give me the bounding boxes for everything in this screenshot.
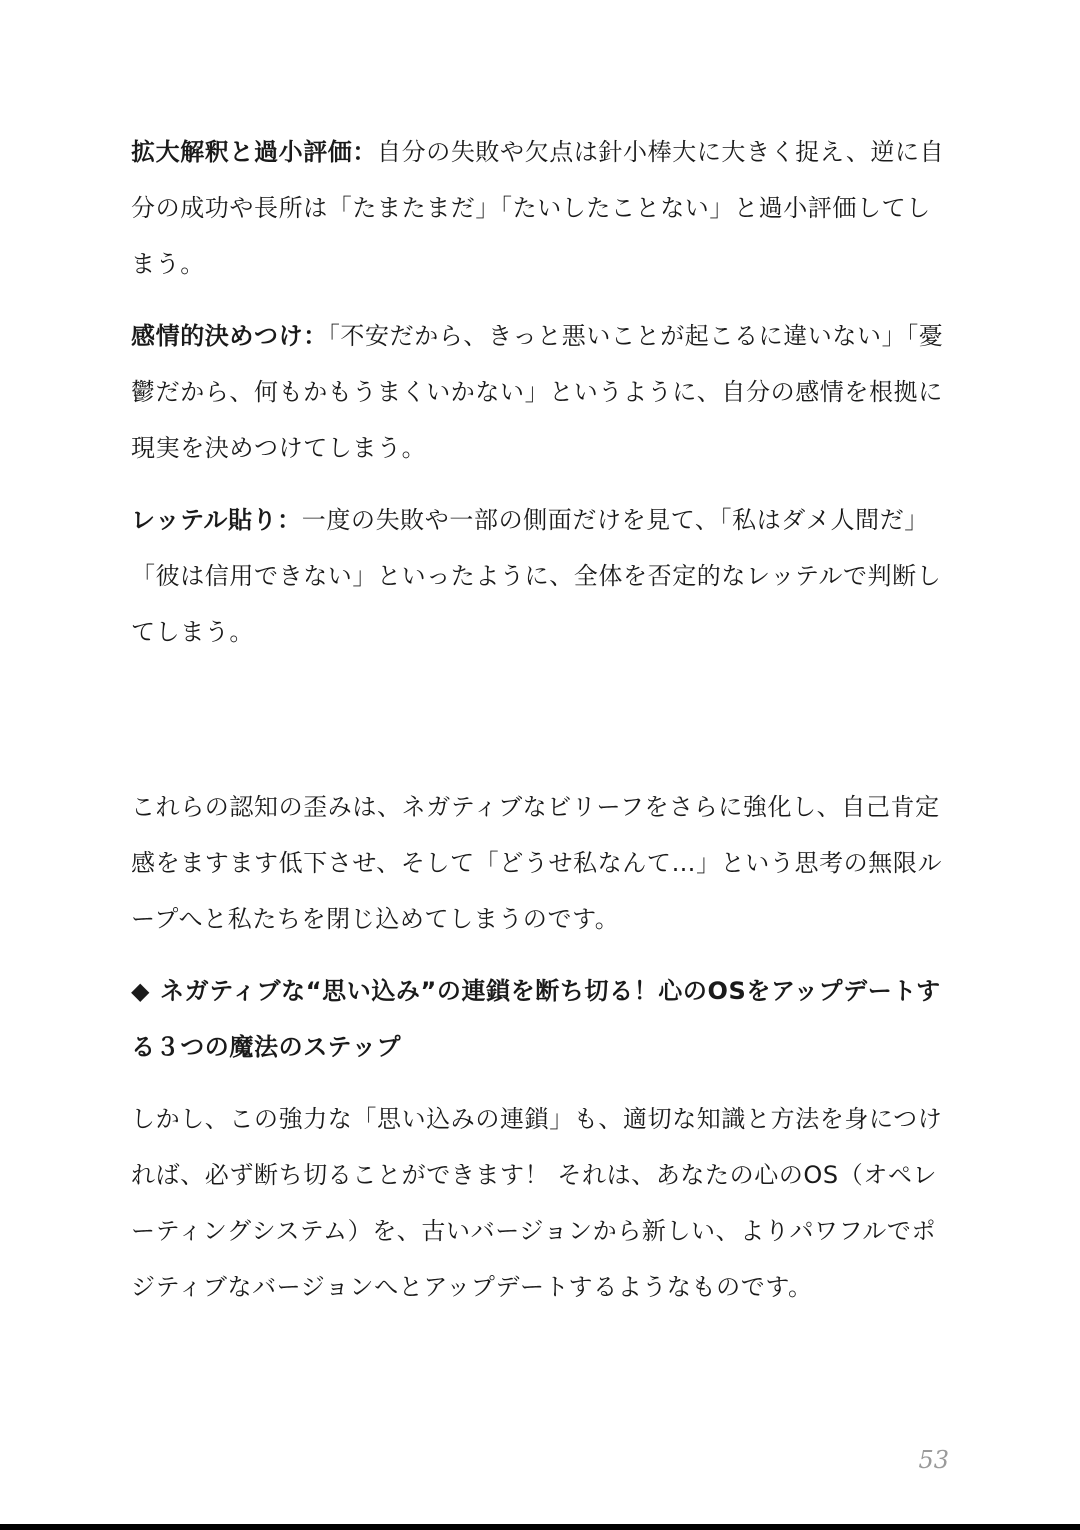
page-number: 53 [918,1446,949,1474]
term-separator: ： [303,322,328,350]
bottom-border [0,1524,1080,1530]
summary-paragraph: これらの認知の歪みは、ネガティブなビリーフをさらに強化し、自己肯定感をますます低下させ、そして「どうせ私なんて…」という思考の無限ループへと私たちを閉じ込めてしまうのです。 [131,793,943,933]
section-heading [131,963,946,1075]
term-separator: ： [352,138,378,166]
section-heading-text: ネガティブな“思い込み”の連鎖を断ち切る！心のOSをアップデートする３つの魔法のステップ [131,977,941,1061]
distortion-item-labeling [131,492,946,660]
distortion-item-emotional-reasoning [131,308,946,476]
distortion-description: 一度の失敗や一部の側面だけを見て、「私はダメ人間だ」「彼は信用できない」といったように、全体を否定的なレッテルで判断してしまう。 [131,506,942,646]
distortion-term: 感情的決めつけ [131,322,304,350]
distortion-term: 拡大解釈と過小評価 [131,138,353,166]
distortion-description: 自分の失敗や欠点は針小棒大に大きく捉え、逆に自分の成功や長所は「たまたまだ」「たいしたことない」と過小評価してしまう。 [131,138,945,278]
intro-paragraph: しかし、この強力な「思い込みの連鎖」も、適切な知識と方法を身につければ、必ず断ち切ることができます！ それは、あなたの心のOS（オペレーティングシステム）を、古いバージョンから新しい、よりパワフルでポジティブなバージョンへとアップデートするようなものです。 [131,1105,943,1301]
distortion-item-magnification [131,124,946,292]
term-separator: ： [277,506,302,534]
distortion-description: 「不安だから、きっと悪いことが起こるに違いない」「憂鬱だから、何もかもうまくいかない」というように、自分の感情を根拠に現実を決めつけてしまう。 [131,322,944,462]
diamond-bullet-icon: ◆ [131,977,151,1005]
distortion-term: レッテル貼り [131,506,278,534]
page-content [131,124,946,1315]
